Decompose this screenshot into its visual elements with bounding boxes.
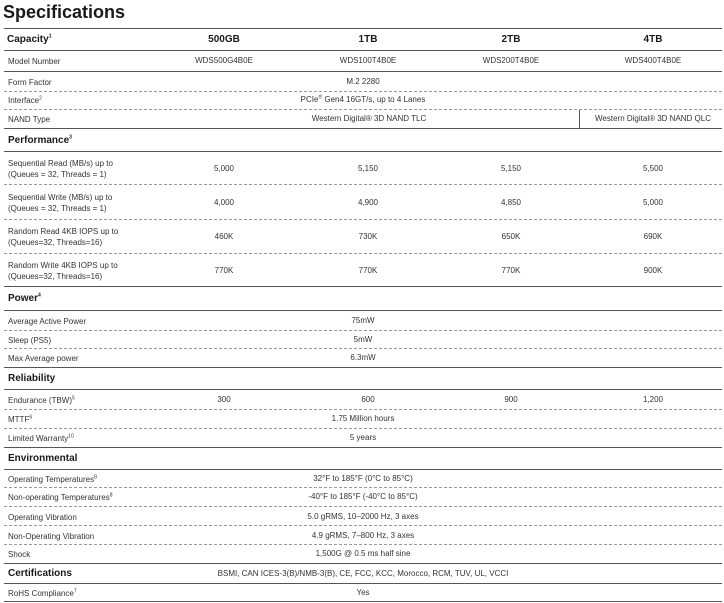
divider: [4, 184, 722, 185]
model-2tb: WDS200T4B0E: [482, 56, 540, 65]
env-value: 5.0 gRMS, 10–2000 Hz, 3 axes: [307, 512, 419, 521]
section-title: Performance: [8, 135, 70, 146]
mttf-value: 1.75 Million hours: [331, 414, 395, 423]
divider: [4, 286, 722, 287]
power-value: 75mW: [351, 316, 375, 325]
row-label-line2: (Queues=32, Threads=16): [8, 272, 103, 281]
row-label-line1: Random Read 4KB IOPS up to: [8, 227, 119, 236]
capacity-label-text: Capacity: [7, 34, 49, 45]
capacity-label: [7, 34, 51, 45]
row-label-line2: (Queues = 32, Threads = 1): [8, 204, 107, 213]
perf-value: 460K: [214, 232, 234, 241]
divider: [4, 330, 722, 331]
row-label: Operating Vibration: [8, 513, 77, 522]
form-factor-value: M.2 2280: [346, 77, 380, 86]
row-label-text: Operating Temperatures: [8, 475, 95, 484]
power-value: 5mW: [353, 335, 373, 344]
section-power: [8, 293, 41, 304]
row-label: [8, 395, 75, 406]
row-label-text: Endurance (TBW): [8, 396, 73, 405]
divider: [4, 219, 722, 220]
divider: [4, 367, 722, 368]
divider: [4, 583, 722, 584]
perf-value: 770K: [358, 266, 378, 275]
section-title: Power: [8, 293, 39, 304]
row-label: Form Factor: [8, 78, 52, 87]
row-label: [8, 158, 113, 180]
divider: [4, 525, 722, 526]
col-header-4tb: 4TB: [643, 34, 663, 45]
perf-value: 900K: [643, 266, 663, 275]
nand-main-value: Western Digital® 3D NAND TLC: [311, 114, 427, 123]
row-label-text: Limited Warranty: [8, 434, 69, 443]
divider: [4, 50, 722, 51]
perf-value: 4,000: [213, 198, 235, 207]
row-label-line1: Sequential Write (MB/s) up to: [8, 193, 113, 202]
divider: [4, 348, 722, 349]
perf-value: 5,000: [642, 198, 664, 207]
footnote-sup: 8: [109, 492, 113, 499]
footnote-sup: 10: [68, 433, 74, 440]
perf-value: 4,850: [500, 198, 522, 207]
divider: [4, 428, 722, 429]
registered-sup: ®: [318, 94, 323, 101]
row-label-line2: (Queues=32, Threads=16): [8, 238, 103, 247]
divider: [4, 447, 722, 448]
interface-value: [4, 95, 722, 104]
row-label: NAND Type: [8, 115, 51, 124]
row-label: Non-Operating Vibration: [8, 532, 95, 541]
row-label-text: RoHS Compliance: [8, 589, 74, 598]
footnote-sup: 3: [69, 134, 72, 141]
row-label: [8, 260, 118, 282]
divider: [4, 128, 722, 129]
divider: [4, 563, 722, 564]
env-value: 32°F to 185°F (0°C to 85°C): [313, 474, 413, 483]
warranty-value: 5 years: [349, 433, 377, 442]
cell-divider: [579, 110, 580, 128]
row-label-line2: (Queues = 32, Threads = 1): [8, 170, 107, 179]
row-label: [8, 226, 118, 248]
section-certifications: Certifications: [8, 568, 72, 579]
row-label: Max Average power: [8, 354, 79, 363]
divider: [4, 151, 722, 152]
interface-value-a: PCIe: [300, 95, 319, 104]
model-1tb: WDS100T4B0E: [339, 56, 397, 65]
perf-value: 5,150: [500, 164, 522, 173]
perf-value: 4,900: [357, 198, 379, 207]
interface-value-b: Gen4 16GT/s, up to 4 Lanes: [322, 95, 426, 104]
footnote-sup: 4: [38, 292, 41, 299]
endurance-value: 300: [217, 395, 231, 404]
footnote-sup: 7: [73, 588, 77, 595]
col-header-1tb: 1TB: [358, 34, 378, 45]
env-value: 4.9 gRMS, 7–800 Hz, 3 axes: [311, 531, 415, 540]
row-label-text: MTTF: [8, 415, 30, 424]
divider: [4, 487, 722, 488]
divider: [4, 91, 722, 92]
perf-value: 730K: [358, 232, 378, 241]
divider: [4, 71, 722, 72]
power-value: 6.3mW: [350, 353, 376, 362]
env-value: 1,500G @ 0.5 ms half sine: [315, 549, 411, 558]
col-header-500gb: 500GB: [208, 34, 240, 45]
footnote-sup: 1: [48, 33, 52, 40]
endurance-value: 900: [504, 395, 518, 404]
divider: [4, 109, 722, 110]
endurance-value: 1,200: [642, 395, 664, 404]
model-500gb: WDS500G4B0E: [195, 56, 253, 65]
divider: [4, 409, 722, 410]
row-label-line1: Random Write 4KB IOPS up to: [8, 261, 118, 270]
row-label-line1: Sequential Read (MB/s) up to: [8, 159, 113, 168]
divider: [4, 389, 722, 390]
row-label: Average Active Power: [8, 317, 87, 326]
col-header-2tb: 2TB: [501, 34, 521, 45]
capacity-header-row: [4, 34, 722, 48]
footnote-sup: 8: [94, 474, 97, 481]
page-title: Specifications: [3, 2, 126, 22]
divider: [4, 28, 722, 29]
footnote-sup: 2: [39, 95, 42, 102]
perf-value: 770K: [214, 266, 234, 275]
perf-value: 5,500: [642, 164, 664, 173]
interface-label-text: Interface: [8, 96, 40, 105]
rohs-value: Yes: [356, 588, 370, 597]
divider: [4, 601, 722, 602]
row-label: [8, 192, 112, 214]
certifications-value: BSMI, CAN ICES-3(B)/NMB-3(B), CE, FCC, KCC, Morocco, RCM, TUV, UL, VCCI: [217, 569, 509, 578]
row-label: Model Number: [8, 57, 61, 66]
row-label: Sleep (PS5): [8, 336, 52, 345]
divider: [4, 469, 722, 470]
model-4tb: WDS400T4B0E: [624, 56, 682, 65]
divider: [4, 506, 722, 507]
footnote-sup: 6: [29, 414, 33, 421]
env-value: -40°F to 185°F (-40°C to 85°C): [308, 492, 418, 501]
perf-value: 770K: [501, 266, 521, 275]
perf-value: 5,150: [357, 164, 379, 173]
divider: [4, 544, 722, 545]
nand-4tb-value: Western Digital® 3D NAND QLC: [595, 114, 711, 123]
section-performance: [8, 135, 72, 146]
perf-value: 650K: [501, 232, 521, 241]
perf-value: 5,000: [213, 164, 235, 173]
section-environmental: Environmental: [8, 453, 78, 464]
divider: [4, 253, 722, 254]
footnote-sup: 5: [72, 395, 75, 402]
section-reliability: Reliability: [8, 373, 56, 384]
row-label: Shock: [8, 550, 31, 559]
row-label-text: Non-operating Temperatures: [8, 493, 110, 502]
endurance-value: 600: [361, 395, 375, 404]
divider: [4, 310, 722, 311]
perf-value: 690K: [643, 232, 663, 241]
